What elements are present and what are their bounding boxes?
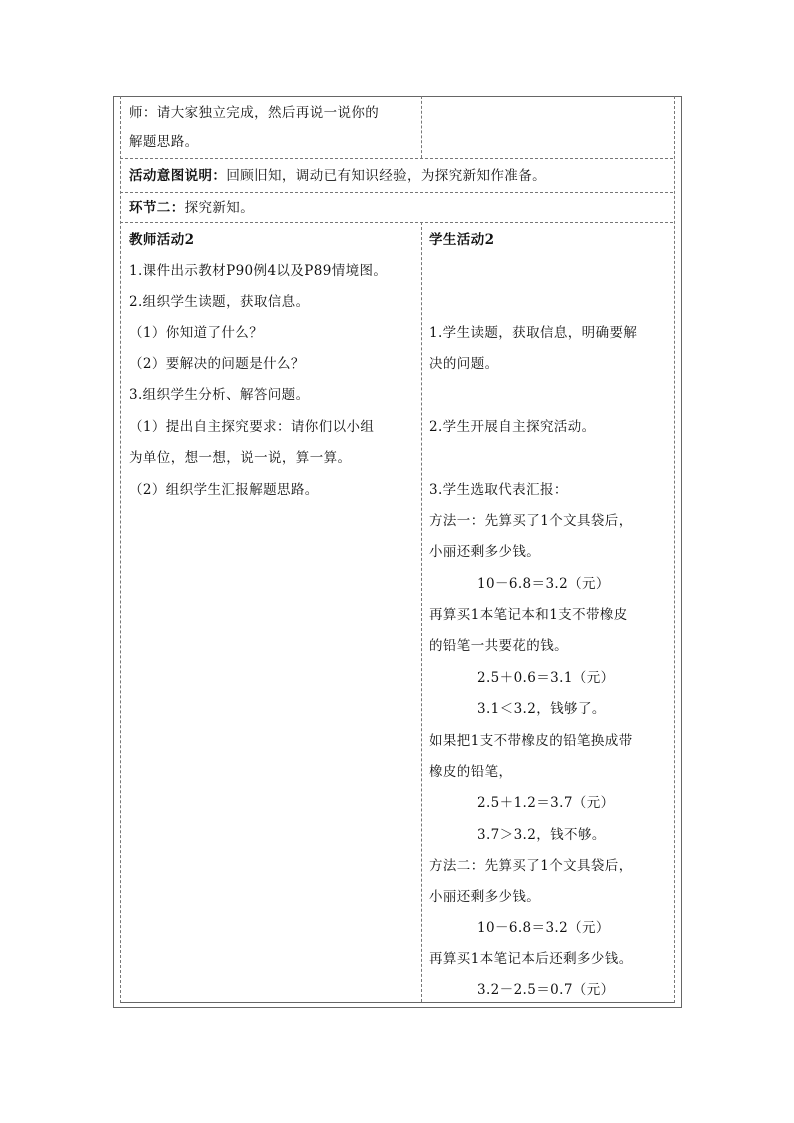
intent-label: 活动意图说明： xyxy=(129,168,227,184)
student-line: 方法一：先算买了1个文具袋后， xyxy=(429,513,633,529)
student-line: 的铅笔一共要花的钱。 xyxy=(429,638,568,654)
row-divider xyxy=(120,192,673,193)
column-divider xyxy=(421,96,422,158)
student-activity-heading: 学生活动2 xyxy=(429,232,495,248)
equation-line: 10－6.8＝3.2（元） xyxy=(477,576,610,592)
teacher-line: 1.课件出示教材P90例4以及P89情境图。 xyxy=(129,263,388,279)
teacher-line: （2）要解决的问题是什么？ xyxy=(129,356,305,372)
equation-line: 10－6.8＝3.2（元） xyxy=(477,920,610,936)
teacher-line: 3.组织学生分析、解答问题。 xyxy=(129,387,310,403)
section-row xyxy=(129,198,254,218)
row-divider xyxy=(120,222,673,223)
equation-line: 3.2－2.5＝0.7（元） xyxy=(477,982,615,998)
student-line: 2.学生开展自主探究活动。 xyxy=(429,419,596,435)
teacher-line: 为单位，想一想，说一说，算一算。 xyxy=(129,450,352,466)
equation-line: 3.7＞3.2，钱不够。 xyxy=(477,827,606,843)
teacher-line: 2.组织学生读题，获取信息。 xyxy=(129,294,310,310)
student-line: 3.学生选取代表汇报： xyxy=(429,482,568,498)
equation-line: 3.1＜3.2，钱够了。 xyxy=(477,701,606,717)
teacher-line: （1）提出自主探究要求：请你们以小组 xyxy=(129,419,375,435)
equation-line: 2.5＋0.6＝3.1（元） xyxy=(477,670,615,686)
student-line: 再算买1本笔记本后还剩多少钱。 xyxy=(429,951,633,967)
section-text: 探究新知。 xyxy=(184,200,255,216)
teacher-activity-heading: 教师活动2 xyxy=(129,232,195,248)
student-line: 方法二：先算买了1个文具袋后， xyxy=(429,858,633,874)
row-divider xyxy=(120,158,673,159)
student-line: 再算买1本笔记本和1支不带橡皮 xyxy=(429,607,628,623)
teacher-instruction-line-2: 解题思路。 xyxy=(129,134,199,150)
student-line: 小丽还剩多少钱。 xyxy=(429,544,541,560)
student-line: 决的问题。 xyxy=(429,356,499,372)
intent-text: 回顾旧知，调动已有知识经验，为探究新知作准备。 xyxy=(226,168,547,184)
teacher-instruction-line-1: 师：请大家独立完成，然后再说一说你的 xyxy=(129,105,380,121)
student-line: 橡皮的铅笔， xyxy=(429,764,513,780)
student-line: 1.学生读题，获取信息，明确要解 xyxy=(429,325,638,341)
column-divider xyxy=(421,222,422,1002)
teacher-line: （2）组织学生汇报解题思路。 xyxy=(129,482,319,498)
intent-row xyxy=(129,166,546,186)
student-line: 小丽还剩多少钱。 xyxy=(429,889,541,905)
student-line: 如果把1支不带橡皮的铅笔换成带 xyxy=(429,733,633,749)
section-label: 环节二： xyxy=(129,200,185,216)
equation-line: 2.5＋1.2＝3.7（元） xyxy=(477,795,615,811)
teacher-line: （1）你知道了什么？ xyxy=(129,325,264,341)
